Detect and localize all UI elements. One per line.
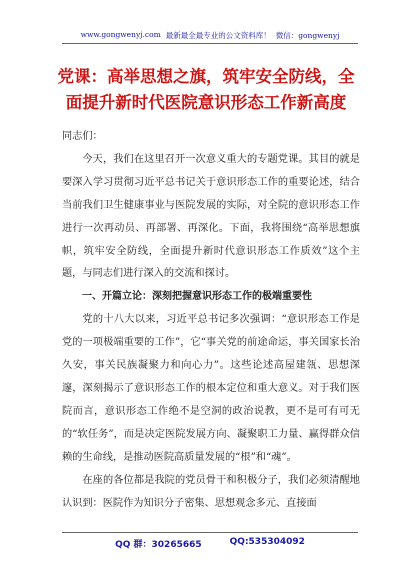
header-slogan: 最新最全最专业的公文资料库！ xyxy=(165,31,271,40)
footer-qq: QQ:535304092 xyxy=(229,537,305,547)
salutation: 同志们： xyxy=(62,131,103,142)
header-wechat: 微信：gongwenyj xyxy=(275,31,340,40)
paragraph-awareness: 在座的各位都是我院的党员骨干和积极分子，我们必须清醒地认识到：医院作为知识分子密集、思想观念多元、直接面 xyxy=(62,474,360,509)
footer-qq-group: QQ 群：30265665 xyxy=(115,540,202,550)
section-heading: 一、开篇立论：深刻把握意识形态工作的极端重要性 xyxy=(82,291,312,303)
page-header xyxy=(62,30,358,41)
paragraph-intro: 今天，我们在这里召开一次意义重大的专题党课。其目的就是要深入学习贯彻习近平总书记关于意识形态工作的重要论述，结合当前我们卫生健康事业与医院发展的实际，对全院的意识形态工作进行一次再动员、再部署、再深化。下面，我将围绕“高举思想旗帜，筑牢安全防线，全面提升新时代意识形态工作质效”这个主题，与同志们进行深入的交流和探讨。 xyxy=(62,153,360,280)
header-website: www.gongwenyj.com xyxy=(80,30,161,39)
document-body xyxy=(62,126,360,515)
document-title: 党课：高举思想之旗，筑牢安全防线，全面提升新时代医院意识形态工作新高度 xyxy=(57,67,355,112)
paragraph-importance: 党的十八大以来，习近平总书记多次强调：“意识形态工作是党的一项极端重要的工作”，它“事关党的前途命运，事关国家长治久安，事关民族凝聚力和向心力”。这些论述高屋建瓴、思想深邃，深刻揭示了意识形态工作的根本定位和重大意义。对于我们医院而言，意识形态工作绝不是空洞的政治说教，更不是可有可无的“软任务”，而是决定医院发展方向、凝聚职工力量、赢得群众信赖的生命线，是推动医院高质量发展的“根”和“魂”。 xyxy=(62,314,360,463)
header-divider xyxy=(62,43,358,44)
footer-divider xyxy=(62,532,358,533)
page-footer xyxy=(62,537,358,550)
